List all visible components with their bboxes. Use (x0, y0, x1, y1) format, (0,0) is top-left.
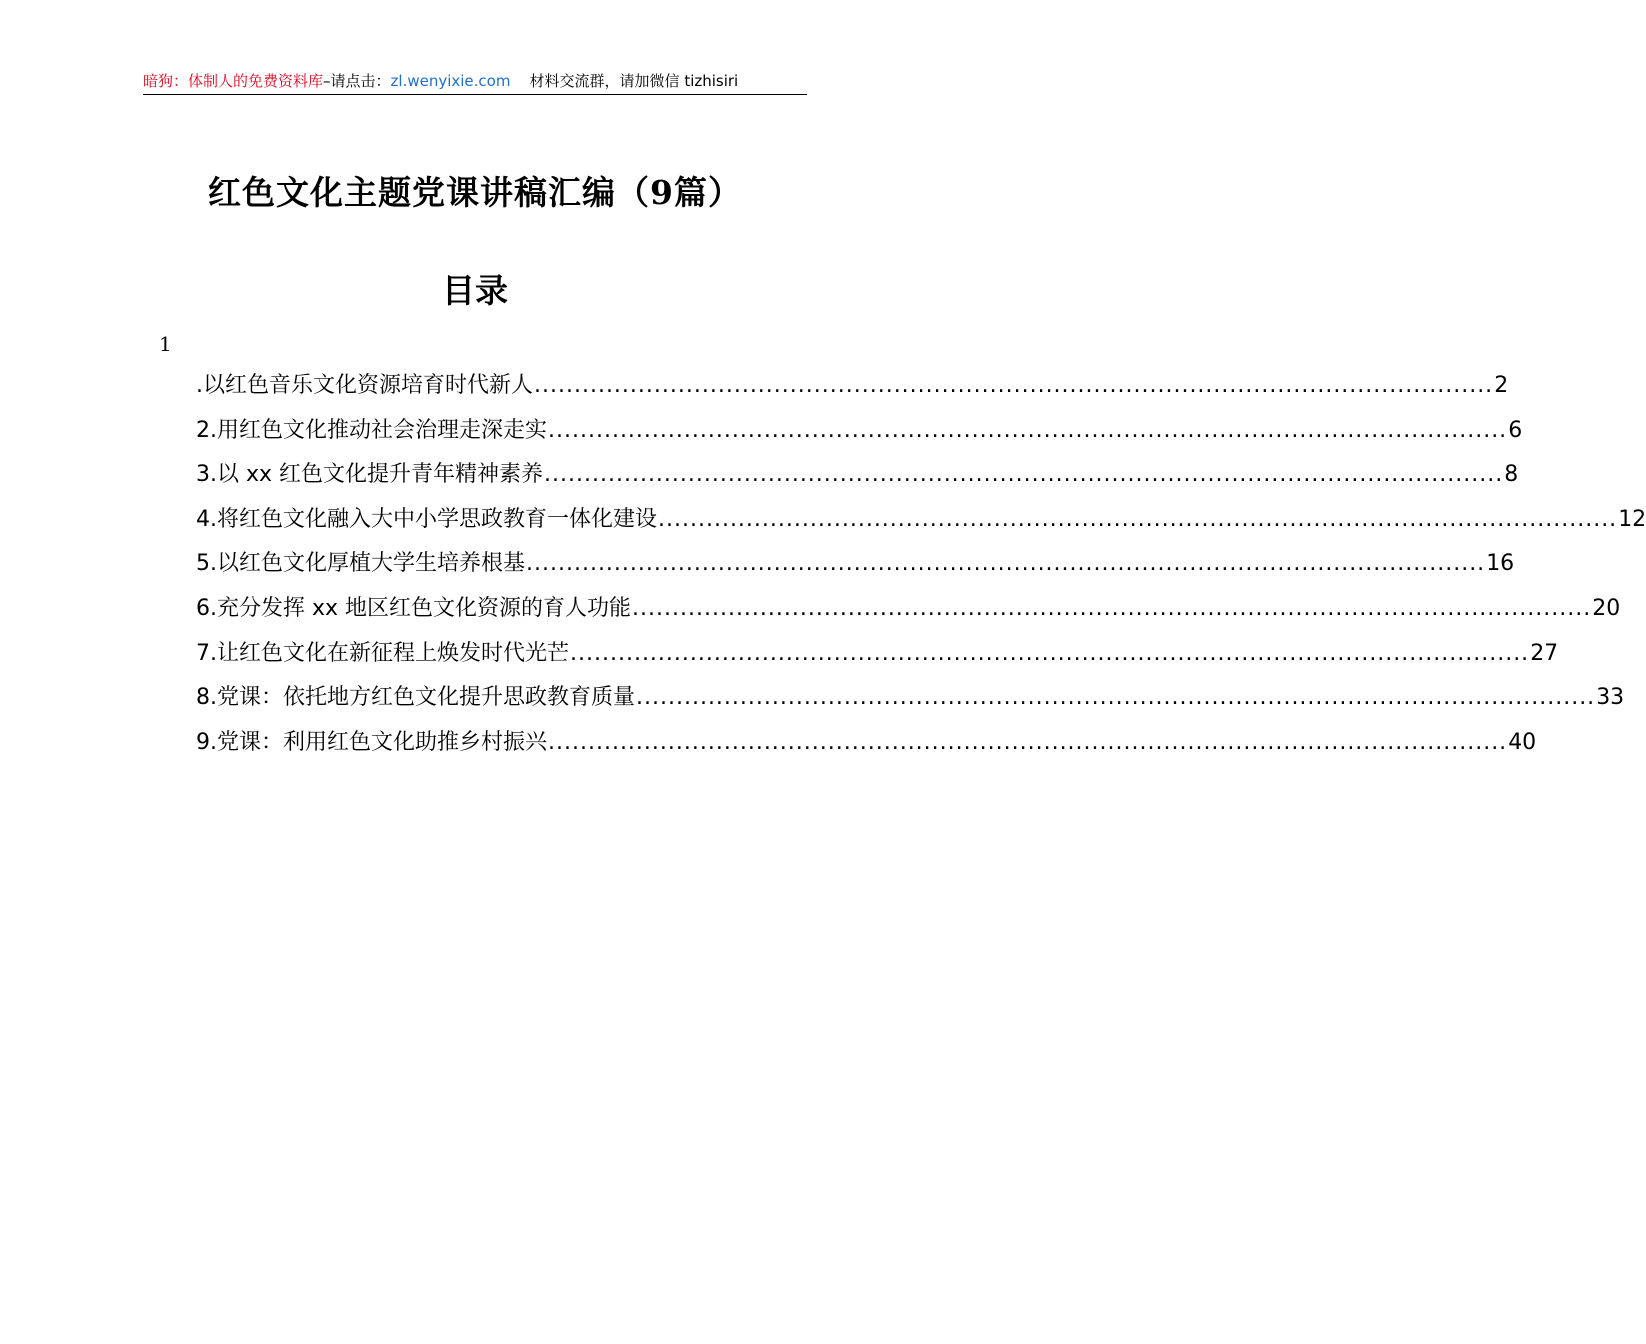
toc-entry-6[interactable] (196, 587, 1621, 632)
toc-entry-title: 3.以 xx 红色文化提升青年精神素养 (196, 462, 544, 488)
toc-dot-leader: ........................................................................................................................ (534, 373, 1494, 398)
toc-entry-title: 5.以红色文化厚植大学生培养根基 (196, 551, 525, 577)
toc-page-number: 27 (1530, 640, 1559, 666)
toc-entry-1[interactable] (196, 364, 1509, 409)
toc-entry-title: 9.党课：利用红色文化助推乡村振兴 (196, 729, 547, 755)
toc-entry-7[interactable] (196, 632, 1559, 677)
toc-entry-title: 6.充分发挥 xx 地区红色文化资源的育人功能 (196, 595, 632, 621)
toc-page-number: 40 (1508, 729, 1537, 755)
toc-page-number: 8 (1504, 462, 1519, 488)
toc-entry-title: 2.用红色文化推动社会治理走深走实 (196, 417, 547, 443)
toc-page-number: 33 (1596, 685, 1625, 711)
toc-entry-8[interactable] (196, 676, 1625, 721)
header-prompt-text: –请点击： (323, 72, 391, 90)
toc-entry-3[interactable] (196, 453, 1519, 498)
toc-page-number: 16 (1486, 551, 1515, 577)
toc-dot-leader: ........................................................................................................................ (544, 462, 1504, 488)
toc-entry-9[interactable] (196, 721, 1537, 766)
toc-dot-leader: ........................................................................................................................ (636, 685, 1596, 711)
header-promo-text: 暗狗：体制人的免费资料库 (143, 72, 324, 90)
toc-entry-title: .以红色音乐文化资源培育时代新人 (196, 373, 533, 398)
toc-page-number: 6 (1508, 417, 1523, 443)
toc-dot-leader: ........................................................................................................................ (548, 417, 1508, 443)
toc-entry-title: 4.将红色文化融入大中小学思政教育一体化建设 (196, 506, 657, 532)
toc-dot-leader: ........................................................................................................................ (526, 551, 1486, 577)
table-of-contents (196, 364, 1646, 765)
toc-dot-leader: ........................................................................................................................ (632, 595, 1592, 621)
header-url-link[interactable]: zl.wenyixie.com (390, 72, 511, 90)
toc-page-number: 12 (1618, 506, 1646, 532)
header-divider (143, 94, 807, 95)
toc-heading: 目录 (442, 271, 508, 310)
toc-entry-2[interactable] (196, 409, 1523, 454)
toc-dot-leader: ........................................................................................................................ (548, 729, 1508, 755)
toc-page-number: 20 (1592, 595, 1621, 621)
toc-dot-leader: ........................................................................................................................ (570, 640, 1530, 666)
toc-entry-5[interactable] (196, 542, 1515, 587)
document-title: 红色文化主题党课讲稿汇编（9篇） (208, 173, 742, 212)
header-contact-text: 材料交流群，请加微信 tizhisiri (529, 72, 739, 90)
toc-dot-leader: ........................................................................................................................ (658, 506, 1618, 532)
toc-page-number: 2 (1494, 373, 1509, 398)
toc-entry-4[interactable] (196, 498, 1646, 543)
toc-entry-title: 8.党课：依托地方红色文化提升思政教育质量 (196, 685, 635, 711)
stray-number: 1 (159, 332, 172, 356)
toc-entry-title: 7.让红色文化在新征程上焕发时代光芒 (196, 640, 569, 666)
page-header (143, 68, 807, 94)
